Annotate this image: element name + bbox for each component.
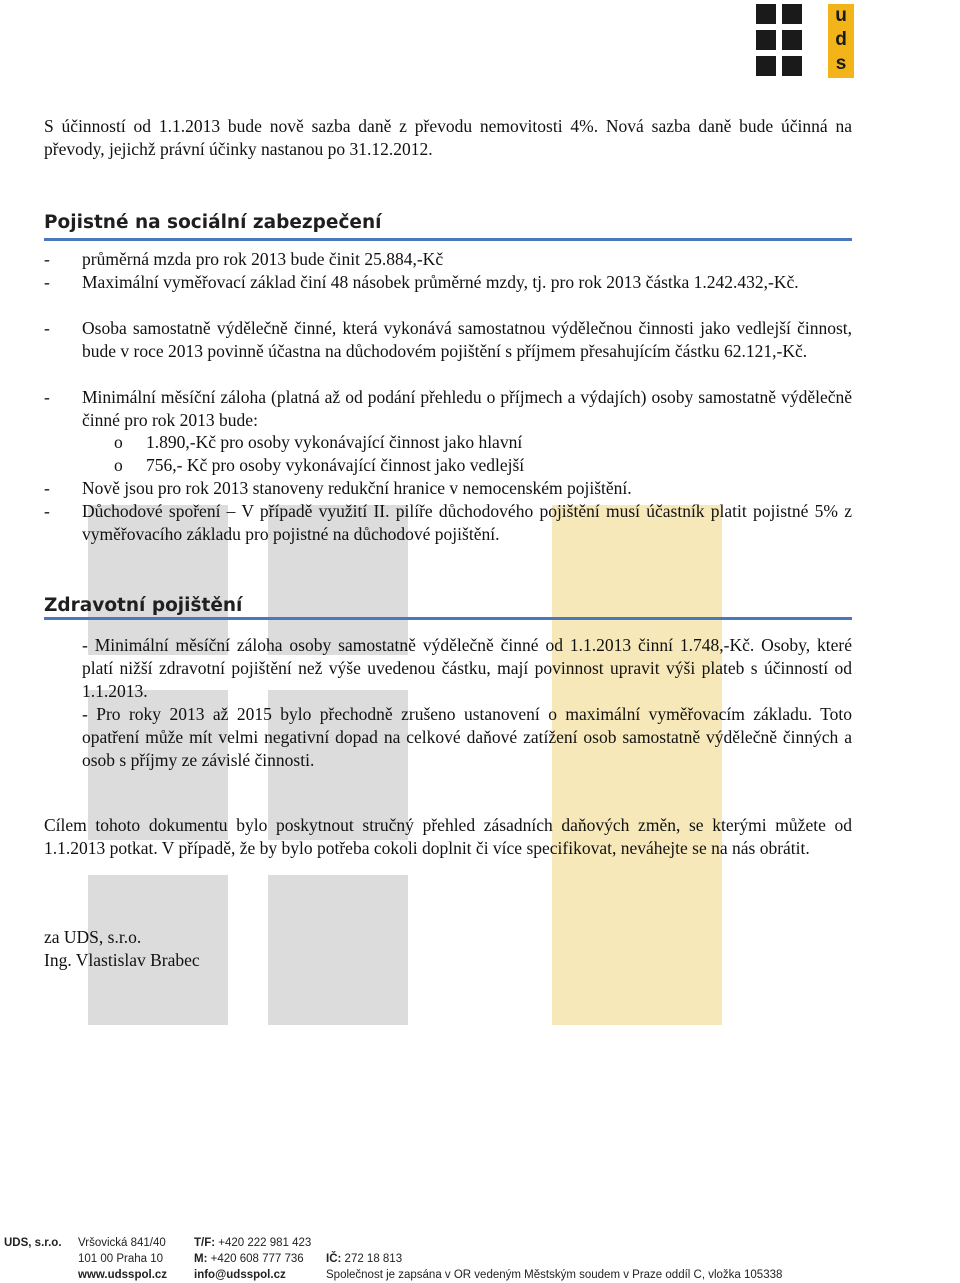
- footer-m-label: M:: [194, 1253, 208, 1265]
- list-item-text: Nově jsou pro rok 2013 stanoveny redukční hranice v nemocenském pojištění.: [82, 478, 632, 498]
- list-item-text: Minimální měsíční záloha (platná až od podání přehledu o příjmech a výdajích) osoby samostatně výdělečně činné pro rok 2013 bude:: [82, 387, 852, 430]
- heading-underline: [44, 617, 852, 620]
- footer-address: [78, 1235, 167, 1283]
- list-item: [44, 386, 852, 432]
- list-dash: -: [44, 272, 50, 292]
- logo-letter: u: [835, 5, 847, 26]
- logo-letter: d: [835, 29, 847, 50]
- list-dash: -: [44, 249, 50, 269]
- health-paragraph-2: - Pro roky 2013 až 2015 bylo přechodně zrušeno ustanovení o maximální vyměřovacím základu. Toto opatření může mít velmi negativní dopad na celkové daňové zatížení osob samostatně výdělečně činných a osob s příjmy ze závislé činnosti.: [82, 704, 852, 770]
- logo-square: [756, 30, 776, 50]
- section-heading-health: Zdravotní pojištění: [44, 595, 243, 616]
- list-item-text: průměrná mzda pro rok 2013 bude činit 25.884,-Kč: [82, 249, 444, 269]
- list-item: [44, 271, 852, 294]
- footer-address-line: 101 00 Praha 10: [78, 1253, 164, 1265]
- list-item: [44, 477, 852, 500]
- sub-list-item: [114, 431, 522, 454]
- sub-bullet: o: [114, 432, 123, 452]
- footer-company: UDS, s.r.o.: [4, 1237, 62, 1249]
- sub-item-text: 1.890,-Kč pro osoby vykonávající činnost jako hlavní: [146, 432, 523, 452]
- footer-email-link[interactable]: info@udsspol.cz: [194, 1269, 286, 1281]
- section-heading-social: Pojistné na sociální zabezpečení: [44, 212, 382, 233]
- sub-bullet: o: [114, 455, 123, 475]
- logo-letter: s: [835, 53, 847, 74]
- list-dash: -: [44, 478, 50, 498]
- logo-gold-bar: [828, 4, 854, 78]
- footer-tf-label: T/F:: [194, 1237, 216, 1249]
- footer-mobile: [194, 1251, 311, 1267]
- list-item-text: Maximální vyměřovací základ činí 48 násobek průměrné mzdy, tj. pro rok 2013 částka 1.242.432,-Kč.: [82, 272, 799, 292]
- footer-ic: [326, 1251, 782, 1267]
- sub-item-text: 756,- Kč pro osoby vykonávající činnost jako vedlejší: [146, 455, 525, 475]
- footer-registration: [326, 1235, 782, 1283]
- footer-ic-value: 272 18 813: [344, 1253, 403, 1265]
- list-item-text: Osoba samostatně výdělečně činné, která vykonává samostatnou výdělečnou činnosti jako vedlejší činnost, bude v roce 2013 povinně účastna na důchodovém pojištění s příjmem přesahujícím částku 62.121,-Kč.: [82, 318, 852, 361]
- footer-web-link[interactable]: www.udsspol.cz: [78, 1269, 168, 1281]
- list-item: [44, 248, 852, 271]
- health-paragraph-1: - Minimální měsíční záloha osoby samostatně výdělečně činné od 1.1.2013 činní 1.748,-Kč. Osoby, které platí nižší zdravotní pojištění než výše uvedenou částku, mají povinnost upravit výši plateb s účinností od 1.1.2013.: [82, 635, 852, 701]
- logo-square: [756, 56, 776, 76]
- list-dash: -: [44, 387, 50, 407]
- closing-paragraph: Cílem tohoto dokumentu bylo poskytnout stručný přehled zásadních daňových změn, se kterými můžete od 1.1.2013 potkat. V případě, že by bylo potřeba cokoli doplnit či více specifikovat, neváhejte se na nás obrátit.: [44, 815, 852, 858]
- footer-contact: [194, 1235, 311, 1283]
- footer-tf-value: +420 222 981 423: [218, 1237, 312, 1249]
- signature-company: za UDS, s.r.o.: [44, 927, 142, 947]
- footer-phone-fax: [194, 1235, 311, 1251]
- logo-square: [782, 30, 802, 50]
- footer-ic-label: IČ:: [326, 1253, 342, 1265]
- intro-paragraph: S účinností od 1.1.2013 bude nově sazba daně z převodu nemovitosti 4%. Nová sazba daně bude účinná na převody, jejichž právní účinky nastanou po 31.12.2012.: [44, 116, 852, 159]
- sub-list-item: [114, 454, 524, 477]
- page-footer: [0, 1232, 960, 1282]
- list-item: [44, 500, 852, 546]
- signature-name: Ing. Vlastislav Brabec: [44, 950, 200, 970]
- list-item: [44, 317, 852, 363]
- list-dash: -: [44, 501, 50, 521]
- footer-m-value: +420 608 777 736: [210, 1253, 304, 1265]
- watermark-square: [268, 875, 408, 1025]
- list-item-text: Důchodové spoření – V případě využití II. pilíře důchodového pojištění musí účastník platit pojistné 5% z vyměřovacího základu pro pojistné na důchodové pojištění.: [82, 501, 852, 544]
- logo-square: [782, 56, 802, 76]
- logo-square: [756, 4, 776, 24]
- footer-registry: Společnost je zapsána v OR vedeným Městským soudem v Praze oddíl C, vložka 105338: [326, 1269, 783, 1281]
- heading-underline: [44, 238, 852, 241]
- list-dash: -: [44, 318, 50, 338]
- logo-square: [782, 4, 802, 24]
- footer-address-line: Vršovická 841/40: [78, 1237, 166, 1249]
